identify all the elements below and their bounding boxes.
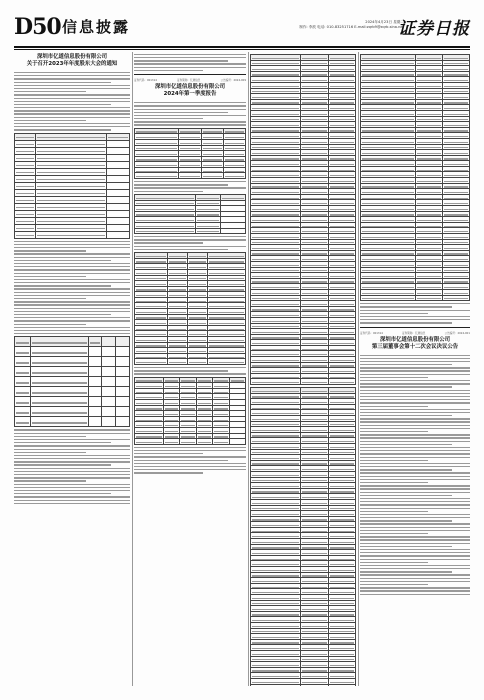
shareholders-table bbox=[134, 377, 246, 445]
notice-header bbox=[14, 54, 130, 68]
notice-title: 2024年第一季度报告 bbox=[163, 91, 217, 98]
body-text bbox=[134, 236, 246, 250]
masthead-info bbox=[232, 20, 404, 30]
body-text bbox=[134, 102, 246, 126]
column-1 bbox=[14, 52, 130, 686]
body-text bbox=[14, 241, 130, 335]
nonrecurring-items-table bbox=[134, 194, 246, 234]
notice-meta bbox=[134, 78, 246, 82]
body-text bbox=[14, 429, 130, 504]
notice-company: 深圳市亿道信息股份有限公司 bbox=[379, 336, 451, 343]
notice-title: 关于召开2023年年度股东大会的通知 bbox=[26, 61, 118, 67]
column-divider bbox=[132, 52, 133, 686]
page-number: D50 bbox=[14, 14, 61, 40]
date-line: 2024年4月23日 星期二 bbox=[365, 20, 404, 24]
body-text bbox=[134, 447, 246, 474]
column-4 bbox=[360, 52, 470, 686]
body-text bbox=[14, 72, 130, 131]
masthead-rule-thin bbox=[14, 49, 470, 50]
body-text bbox=[360, 303, 470, 323]
body-text bbox=[134, 54, 246, 71]
masthead-rule bbox=[14, 46, 470, 48]
income-statement-table bbox=[250, 387, 356, 686]
paper-logo: 证券日报 bbox=[398, 19, 470, 39]
proposal-table bbox=[14, 133, 130, 239]
notice-title: 第三届董事会第十二次会议决议公告 bbox=[371, 343, 459, 350]
financial-data-table bbox=[134, 128, 246, 179]
notice-header bbox=[134, 84, 246, 98]
column-divider bbox=[248, 52, 249, 686]
stock-abbr: 证券简称：亿道信息 bbox=[402, 331, 426, 335]
body-text bbox=[134, 367, 246, 375]
notice-number: 公告编号：2024-009 bbox=[220, 79, 246, 83]
notice-header bbox=[360, 337, 470, 351]
notice-meta bbox=[360, 331, 470, 335]
body-text bbox=[360, 355, 470, 595]
change-reasons-table bbox=[134, 252, 246, 365]
masthead bbox=[14, 14, 470, 46]
column-2 bbox=[134, 52, 246, 686]
contact-line: 制作: 李波 电话: 010-83251716 E-mail:zqrb9@zqrb.sina.net bbox=[299, 25, 404, 29]
stock-code: 证券代码：001314 bbox=[134, 79, 157, 83]
notice-company: 深圳市亿道信息股份有限公司 bbox=[154, 84, 226, 91]
notice-company: 深圳市亿道信息股份有限公司 bbox=[36, 54, 108, 60]
balance-sheet-table bbox=[250, 54, 356, 385]
body-text bbox=[134, 181, 246, 192]
stock-code: 证券代码：001314 bbox=[360, 331, 383, 335]
notice-number: 公告编号：2024-001 bbox=[444, 331, 470, 335]
cash-flow-table bbox=[360, 54, 470, 301]
column-3 bbox=[250, 52, 356, 686]
stock-abbr: 证券简称：亿道信息 bbox=[177, 79, 201, 83]
proxy-voting-table bbox=[14, 336, 130, 427]
section-title: 信息披露 bbox=[62, 18, 131, 36]
column-divider bbox=[358, 52, 359, 686]
